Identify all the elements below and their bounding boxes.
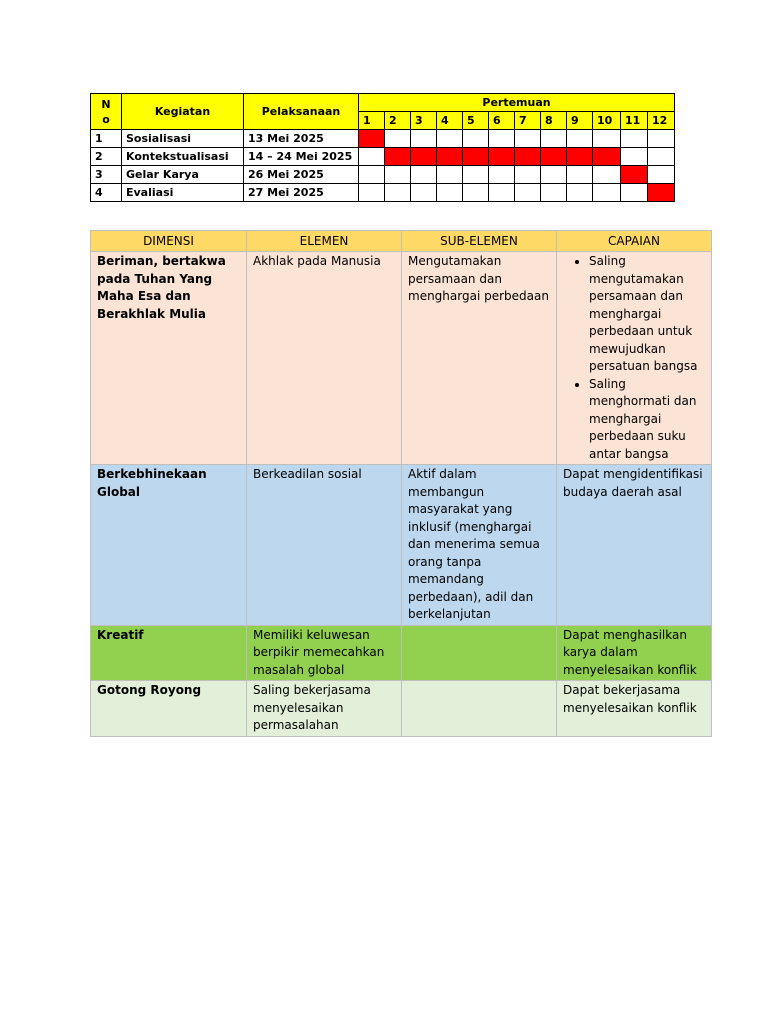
meeting-number: 9 [567,112,593,130]
schedule-empty-cell [385,184,411,202]
schedule-filled-cell [567,148,593,166]
schedule-row [91,148,675,166]
schedule-no-cell: 4 [91,184,122,202]
meeting-number: 2 [385,112,411,130]
schedule-empty-cell [463,166,489,184]
schedule-no-cell: 2 [91,148,122,166]
schedule-empty-cell [593,166,621,184]
schedule-filled-cell [385,148,411,166]
schedule-empty-cell [515,166,541,184]
capaian-bullet-list [563,253,705,463]
schedule-row [91,184,675,202]
schedule-empty-cell [567,166,593,184]
schedule-filled-cell [437,148,463,166]
dim-row [91,681,712,737]
meeting-number: 1 [359,112,385,130]
schedule-filled-cell [489,148,515,166]
dim-row [91,465,712,626]
dim-cell-elemen: Memiliki keluwesan berpikir memecahkan masalah global [247,625,402,681]
schedule-empty-cell [489,184,515,202]
schedule-empty-cell [437,166,463,184]
schedule-table [90,93,675,202]
schedule-filled-cell [541,148,567,166]
dim-cell-sub-elemen [402,625,557,681]
dim-cell-elemen: Berkeadilan sosial [247,465,402,626]
schedule-empty-cell [489,166,515,184]
dim-cell-sub-elemen: Mengutamakan persamaan dan menghargai perbedaan [402,252,557,465]
schedule-empty-cell [411,166,437,184]
meeting-number: 12 [648,112,675,130]
dim-header-capaian: CAPAIAN [557,231,712,252]
dim-cell-capaian: Dapat menghasilkan karya dalam menyelesaikan konflik [557,625,712,681]
schedule-date-cell: 27 Mei 2025 [244,184,359,202]
schedule-filled-cell [411,148,437,166]
schedule-activity-cell: Evaliasi [122,184,244,202]
dim-cell-capaian [557,252,712,465]
schedule-empty-cell [593,130,621,148]
schedule-empty-cell [567,184,593,202]
schedule-activity-cell: Kontekstualisasi [122,148,244,166]
dim-cell-dimensi: Beriman, bertakwa pada Tuhan Yang Maha Esa dan Berakhlak Mulia [91,252,247,465]
meeting-number: 4 [437,112,463,130]
schedule-empty-cell [463,184,489,202]
schedule-empty-cell [541,166,567,184]
schedule-filled-cell [359,130,385,148]
dim-cell-dimensi: Gotong Royong [91,681,247,737]
schedule-no-cell: 1 [91,130,122,148]
schedule-empty-cell [567,130,593,148]
meeting-number: 10 [593,112,621,130]
schedule-empty-cell [515,130,541,148]
schedule-empty-cell [541,130,567,148]
schedule-empty-cell [648,130,675,148]
schedule-empty-cell [648,166,675,184]
schedule-empty-cell [593,184,621,202]
schedule-empty-cell [621,148,648,166]
capaian-bullet: • Saling menghormati dan menghargai perbedaan suku antar bangsa [589,376,705,464]
capaian-bullet: • Saling mengutamakan persamaan dan menghargai perbedaan untuk mewujudkan persatuan bangsa [589,253,705,376]
dim-header-dimensi: DIMENSI [91,231,247,252]
schedule-filled-cell [463,148,489,166]
dim-cell-elemen: Saling bekerjasama menyelesaikan permasalahan [247,681,402,737]
schedule-header-meetings: Pertemuan [359,94,675,112]
schedule-row [91,130,675,148]
schedule-empty-cell [437,184,463,202]
schedule-empty-cell [437,130,463,148]
dim-header-sub-elemen: SUB-ELEMEN [402,231,557,252]
meeting-number: 8 [541,112,567,130]
schedule-empty-cell [621,184,648,202]
dimension-table [90,230,712,737]
schedule-body [91,130,675,202]
schedule-activity-cell: Sosialisasi [122,130,244,148]
schedule-header-activity: Kegiatan [122,94,244,130]
schedule-header-no: N o [91,94,122,130]
schedule-empty-cell [411,184,437,202]
schedule-activity-cell: Gelar Karya [122,166,244,184]
meeting-number: 7 [515,112,541,130]
meeting-number: 11 [621,112,648,130]
dim-cell-capaian: Dapat mengidentifikasi budaya daerah asal [557,465,712,626]
schedule-row [91,166,675,184]
schedule-date-cell: 13 Mei 2025 [244,130,359,148]
schedule-empty-cell [359,166,385,184]
dim-cell-dimensi: Kreatif [91,625,247,681]
schedule-empty-cell [359,148,385,166]
schedule-empty-cell [411,130,437,148]
dim-cell-capaian: Dapat bekerjasama menyelesaikan konflik [557,681,712,737]
dim-cell-sub-elemen: Aktif dalam membangun masyarakat yang inklusif (menghargai dan menerima semua orang tanpa memandang perbedaan), adil dan berkelanjutan [402,465,557,626]
dim-header-elemen: ELEMEN [247,231,402,252]
schedule-empty-cell [648,148,675,166]
schedule-no-cell: 3 [91,166,122,184]
schedule-filled-cell [648,184,675,202]
schedule-empty-cell [463,130,489,148]
dim-cell-dimensi: Berkebhinekaan Global [91,465,247,626]
meeting-number: 5 [463,112,489,130]
dim-cell-sub-elemen [402,681,557,737]
dim-row [91,625,712,681]
schedule-header-date: Pelaksanaan [244,94,359,130]
schedule-filled-cell [515,148,541,166]
schedule-empty-cell [359,184,385,202]
schedule-date-cell: 26 Mei 2025 [244,166,359,184]
schedule-date-cell: 14 – 24 Mei 2025 [244,148,359,166]
schedule-empty-cell [621,130,648,148]
meeting-number: 3 [411,112,437,130]
schedule-empty-cell [489,130,515,148]
schedule-filled-cell [593,148,621,166]
schedule-empty-cell [515,184,541,202]
meeting-number: 6 [489,112,515,130]
schedule-empty-cell [385,166,411,184]
dim-row [91,252,712,465]
schedule-filled-cell [621,166,648,184]
schedule-empty-cell [541,184,567,202]
schedule-empty-cell [385,130,411,148]
dim-cell-elemen: Akhlak pada Manusia [247,252,402,465]
